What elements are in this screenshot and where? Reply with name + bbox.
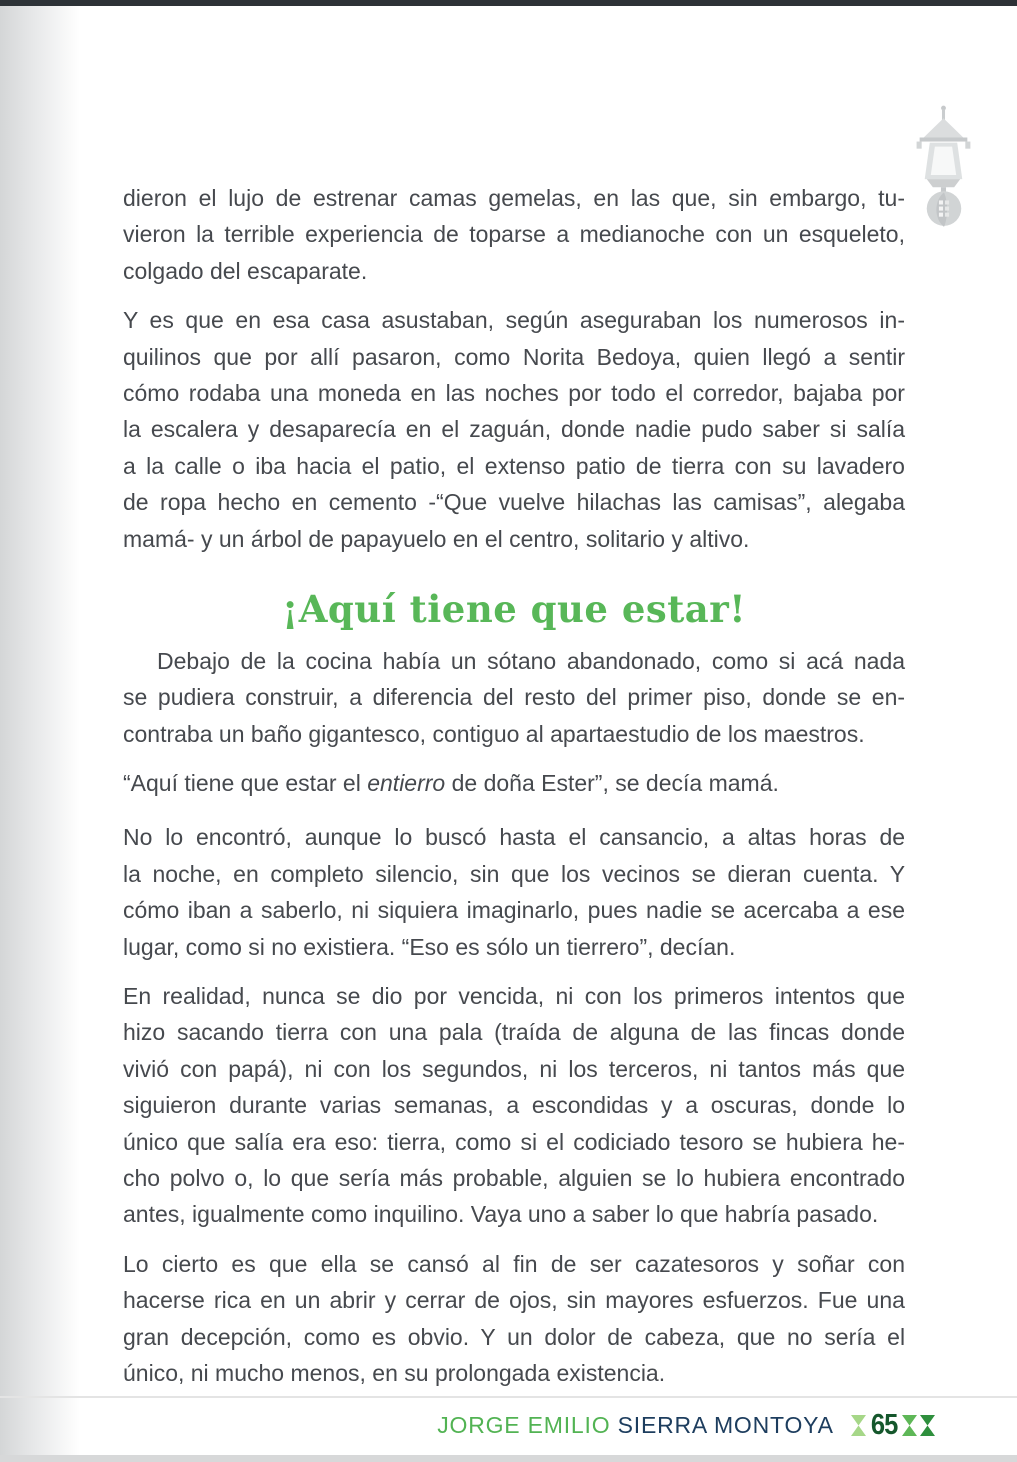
hourglass-icon [902, 1415, 917, 1436]
paragraph [123, 819, 905, 965]
text-line: la noche, en completo silencio, sin que los vecinos se dieran cuenta. Y [123, 860, 906, 887]
paragraph [123, 978, 905, 1233]
text-line: cómo iban a saberlo, ni siquiera imaginarlo, pues nadie se acercaba a ese [123, 897, 905, 924]
text-line: cómo rodaba una moneda en las noches por todo el corredor, bajaba por [123, 379, 905, 406]
paragraph [123, 643, 905, 752]
paragraphs-after-heading [123, 643, 905, 1391]
paragraph [123, 180, 905, 289]
text-line: de ropa hecho en cemento -“Que vuelve hilachas las camisas”, alegaba [123, 489, 906, 516]
paragraphs-before-heading [123, 180, 905, 557]
text-line: hizo sacando tierra con una pala (traída de alguna de las fincas donde [123, 1019, 906, 1046]
author-first-name: JORGE EMILIO [437, 1411, 611, 1438]
footer-row [437, 1410, 935, 1440]
text-line: colgado del escaparate. [123, 257, 368, 284]
hourglass-icon [920, 1415, 935, 1436]
paragraph [123, 1246, 905, 1392]
text-line: vieron la terrible experiencia de toparse a medianoche con un esqueleto, [123, 221, 905, 248]
text-line: antes, igualmente como inquilino. Vaya uno a saber lo que habría pasado. [123, 1201, 879, 1228]
text-line: mamá- y un árbol de papayuelo en el centro, solitario y altivo. [123, 525, 750, 552]
text-line: En realidad, nunca se dio por vencida, ni con los primeros intentos que [123, 983, 906, 1010]
text-line: único, ni mucho menos, en su prolongada existencia. [123, 1359, 666, 1386]
paragraph [123, 302, 905, 557]
page-number-group [851, 1410, 935, 1440]
page-left-shadow-gradient [0, 6, 80, 1455]
text-line: No lo encontró, aunque lo buscó hasta el cansancio, a altas horas de [123, 824, 906, 851]
text-line: siguieron durante varias semanas, a escondidas y a oscuras, donde lo [123, 1092, 906, 1119]
author-last-name: SIERRA MONTOYA [617, 1411, 834, 1438]
text-line: único que salía era eso: tierra, como si el codiciado tesoro se hubiera he- [123, 1128, 905, 1155]
page-number: 65 [870, 1409, 898, 1441]
top-edge-bar [0, 0, 1017, 6]
wall-lantern-image [910, 104, 978, 238]
text-line: Lo cierto es que ella se cansó al fin de ser cazatesoros y soñar con [123, 1250, 906, 1277]
bottom-edge-bar [0, 1455, 1017, 1462]
text-line: a la calle o iba hacia el patio, el extenso patio de tierra con su lavadero [123, 452, 905, 479]
text-line: la escalera y desaparecía en el zaguán, donde nadie pudo saber si salía [123, 416, 906, 443]
author-name [437, 1412, 834, 1439]
footer-divider-line [0, 1396, 1017, 1398]
paragraph [123, 765, 905, 801]
text-line: Y es que en esa casa asustaban, según aseguraban los numerosos in- [123, 307, 905, 334]
hourglass-icon [851, 1415, 866, 1436]
text-line: contraba un baño gigantesco, contiguo al apartaestudio de los maestros. [123, 720, 865, 747]
text-line: “Aquí tiene que estar el entierro de doña Ester”, se decía mamá. [123, 770, 779, 797]
text-line: dieron el lujo de estrenar camas gemelas, en las que, sin embargo, tu- [123, 185, 905, 211]
section-heading: ¡Aquí tiene que estar! [281, 586, 747, 631]
text-line: Debajo de la cocina había un sótano abandonado, como si acá nada [157, 647, 906, 674]
text-line: hacerse rica en un abrir y cerrar de ojos, sin mayores esfuerzos. Fue una [123, 1287, 905, 1314]
page-footer [0, 1396, 1017, 1441]
text-line: cho polvo o, lo que sería más probable, alguien se lo hubiera encontrado [123, 1164, 906, 1191]
text-line: quilinos que por allí pasaron, como Norita Bedoya, quien llegó a sentir [123, 343, 906, 370]
text-line: se pudiera construir, a diferencia del resto del primer piso, donde se en- [123, 684, 906, 711]
page-content [123, 180, 905, 1404]
text-line: lugar, como si no existiera. “Eso es sólo un tierrero”, decían. [123, 933, 736, 960]
text-line: vivió con papá), ni con los segundos, ni los terceros, ni tantos más que [123, 1055, 906, 1082]
text-line: gran decepción, como es obvio. Y un dolor de cabeza, que no sería el [123, 1323, 906, 1350]
